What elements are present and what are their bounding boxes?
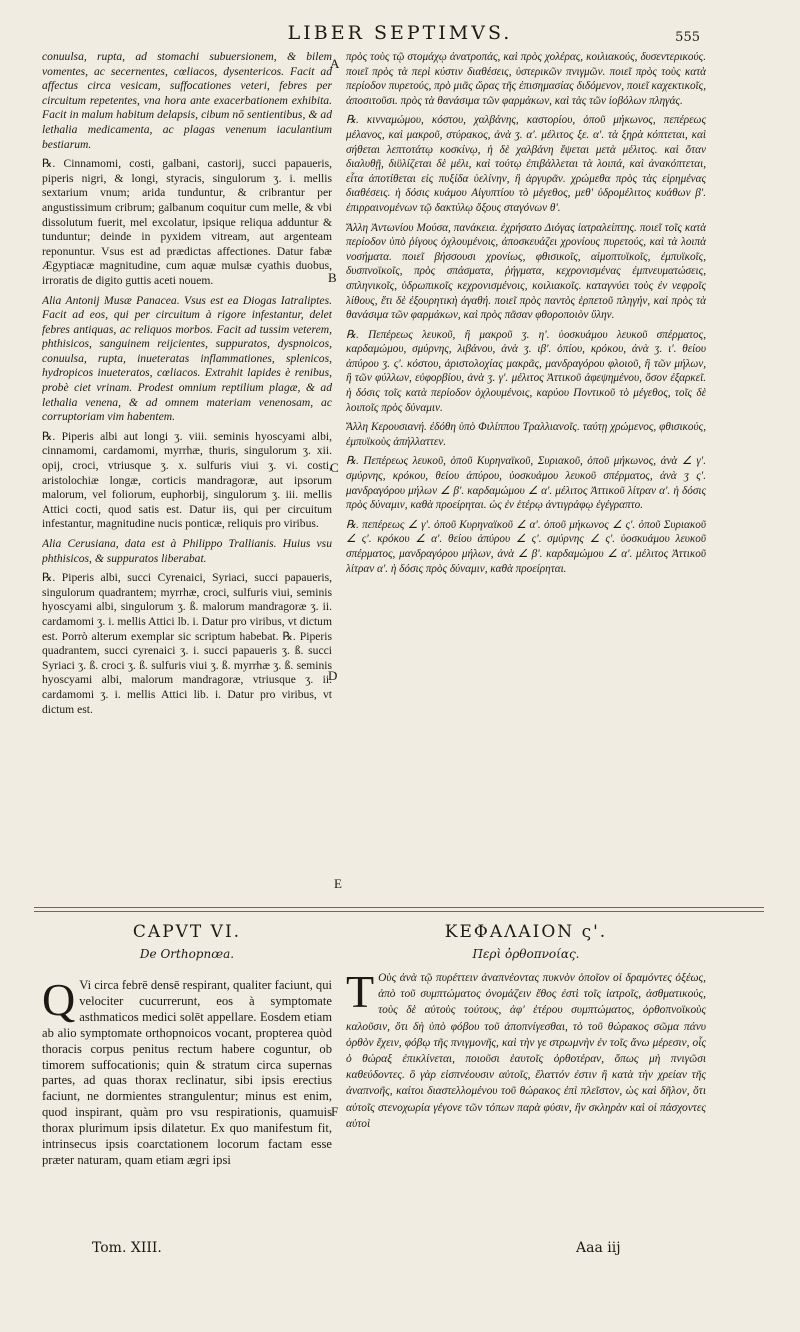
latin-paragraph: conuulsa, rupta, ad stomachi subuersionem, & bilem vomentes, ac secernentes, cœliacos, dysentericos. Facit ad affectus circa vesicam, suffocationes veteri, febres per circuitum repetentes, vna hora ante exacerbationem exhibita. Facit in malum habitum delapsis, cibum nō sentientibus, & ad lethalia medicamenta, ac plagas venenum iaculantium bestiarum. bbox=[42, 50, 332, 151]
chapter-text: Οὺς ἀνὰ τῷ πυρέττειν ἀναπνέοντας πυκνὸν ὁποῖον οἱ δραμόντες ὀξέως, ἀπὸ τοῦ συμπτώματος ὀνομάζειν ἔθος ἐστὶ τοῖς ἰατροῖς, ἀσθματικούς, τοὺς δὲ αὐτοὺς τούτους, ἀφ' ἑτέρου συμπτώματος, ὀρθοπνοϊκοὺς καλοῦσιν, ὅτι δὴ ὑπὸ φόβου τοῦ ἀποπνίγεσθαι, τὸ τοῦ θώρακος σῶμα πάνυ ὀρθὸν ἔχειν, φόβῳ τῆς πνιγμονῆς, καὶ τὴν γε στρωμνὴν ἐν τοῖς ἄνω μέρεσιν, οἷς ὁ θώραξ ἐπικλίνεται, ποιοῦσι ἑαυτοῖς ὀρθοτέραν, ὅπως μὴ πνιγῶσι καθεύδοντες. ὃ γὰρ εἰσπνέουσιν αὐτοῖς, ἔλαττόν ἐστιν ἢ κατὰ τὴν χρείαν τῆς ἀναπνοῆς, καίτοι διαστελλομένου τοῦ θώρακος ἐπὶ πλεῖστον, ὡς καὶ δῆλον, ὅτι αὐτοῖς στενοχωρία γέγονε τῶν τόπων παρὰ φύσιν, ἣν σκληρὰν καὶ οἱ πάσχοντες αὐτοὶ bbox=[346, 972, 706, 1130]
drop-cap: Q bbox=[42, 978, 76, 1025]
greek-column bbox=[346, 50, 706, 900]
latin-column bbox=[42, 50, 332, 900]
section-rule bbox=[34, 911, 764, 912]
page-number: 555 bbox=[675, 30, 700, 45]
signature-mark: Aaa iij bbox=[576, 1240, 621, 1256]
margin-letter-f: F bbox=[331, 1104, 339, 1119]
margin-letter-b: B bbox=[328, 270, 337, 285]
chapter-title: ΚΕΦΑΛΑΙΟΝ ς'. bbox=[444, 922, 608, 942]
greek-paragraph: ℞. πεπέρεως ∠ γ'. ὀποῦ Κυρηναϊκοῦ ∠ α'. ὀποῦ μήκωνος ∠ ς'. ὀποῦ Συριακοῦ ∠ ς'. κρόκου ∠ α'. θείου ἀπύρου ∠ ς'. σμύρνης ∠ ς'. ὑοσκυάμου λευκοῦ σπέρματος, μανδραγόρου μήλων, ἀνὰ ∠ β'. καρδαμώμου ∠ α'. μέλιτος Ἀττικοῦ λίτραν α'. ἡ δόσις πρὸς δύναμιν, καθὰ προείρηται. bbox=[346, 518, 706, 575]
latin-paragraph: ℞. Cinnamomi, costi, galbani, castorij, succi papaueris, piperis nigri, & longi, styracis, singulorum ʒ. i. mellis sextarium vnum; arida tunduntur, & cribrantur per angustissimum cribrum; galbanum coquitur cum melle, & vbi dissolutum fuerit, mel excolatur, ipsique reliqua adduntur & tunduntur; deinde in pyxidem vitream, aut argenteam reponuntur. Vsus est ad prædictas affectiones. Datur fabæ Ægyptiacæ magnitudine, cum aquæ mulsæ cyathis duobus, irroratis de digito guttis aceti nouem. bbox=[42, 157, 332, 287]
margin-letter-d: D bbox=[328, 668, 338, 683]
drop-cap: Τ bbox=[346, 970, 375, 1017]
latin-paragraph: ℞. Piperis albi, succi Cyrenaici, Syriaci, succi papaueris, singulorum quadrantem; myrrhæ, croci, sulfuris viui, seminis hyoscyami albi, singulorum ʒ. ß. malorum mandragoræ ʒ. ii. cardamomi ʒ. i. mellis Attici lb. i. Datur pro viribus, vt dictum est. Porrò alterum exemplar sic scriptum habebat. ℞. Piperis quadrantem, succi cyrenaici ʒ. i. succi papaueris ʒ. ß. succi Syriaci ʒ. ß. croci ʒ. ß. sulfuris viui ʒ. ß. myrrhæ ʒ. ß. seminis hyoscyami albi, malorum mandragoræ, vtriusque ʒ. ii. cardamomi ʒ. i. mellis Attici lib. i. Datur pro viribus, vt dictum est. bbox=[42, 571, 332, 716]
greek-paragraph: Ἄλλη Κερουσιανή. ἐδόθη ὑπὸ Φιλίππου Τραλλιανοῖς. ταύτῃ χρώμενος, φθισικούς, ἐμπυϊκοὺς ἀπήλλαττεν. bbox=[346, 421, 706, 448]
section-rule bbox=[34, 907, 764, 908]
latin-paragraph: Alia Cerusiana, data est à Philippo Trallianis. Huius vsu phthisicos, & suppuratos liberabat. bbox=[42, 537, 332, 565]
greek-paragraph: πρὸς τοὺς τῷ στομάχῳ ἀνατροπάς, καὶ πρὸς χολέρας, κοιλιακούς, δυσεντερικούς. ποιεῖ πρὸς τὰ περὶ κύστιν διαθέσεις, ὑστερικῶν πνιγμῶν. ποιεῖ πρὸς τοὺς κατὰ περίοδον πυρετούς, πρὸ μιᾶς ὥρας τῆς ἐπισημασίας διδόμενον, ποιεῖ καχεκτικοῖς, ἀποσιτοῦσι. πρὸς τὰ θανάσιμα τῶν φαρμάκων, καὶ τὰς τῶν ἰοβόλων πληγάς. bbox=[346, 51, 706, 107]
margin-letter-c: C bbox=[330, 460, 339, 475]
chapter-body-latin bbox=[42, 978, 332, 1240]
chapter-text: Vi circa febrē densē respirant, qualiter faciunt, qui velociter cucurrerunt, eos à symptomate asthmaticos medici solēt appellare. Eosdem etiam ab alio symptomate orthopnoicos vocant, propterea quòd thoracis corpus penitus rectum habere coguntur, ob timorem suffocationis; quin & stratum circa supernas partes, ad quas thorax reclinatur, sibi ipsis erectius faciunt, ne dormientes strangulentur; minus est enim, quod inspirant, quàm pro vsu respirationis, quamuis thorax plurimum ipsis dilatetur. Ex quo manifestum fit, intrinsecus ipsis coarctationem locorum factam esse præter naturam, quam etiam ægri ipsi bbox=[42, 978, 332, 1167]
chapter-heading-latin bbox=[42, 922, 332, 961]
greek-paragraph: ℞. Πεπέρεως λευκοῦ, ἢ μακροῦ ʒ. η'. ὑοσκυάμου λευκοῦ σπέρματος, καρδαμώμου, σμύρνης, λιβάνου, ἀνὰ ʒ. ιβ'. ὀπίου, κρόκου, ἀνὰ ʒ. ι'. θείου ἀπύρου ʒ. ς'. κόστου, ἀριστολοχίας μακρᾶς, μανδραγόρου φλοιοῦ, ἢ τῶν μήλων, ἢ τῶν φύλλων, εὐφορβίου, ἀνὰ ʒ. γ'. μέλιτος Ἀττικοῦ ἀφεψημένου, ὅσον ἐξαρκεῖ. ἡ δόσις τοῖς κατὰ περίοδον ὀχλουμένοις, καρύου Ποντικοῦ τὸ μέγεθος, τοῖς δὲ λοιποῖς πρὸς δύναμιν. bbox=[346, 328, 706, 414]
chapter-subtitle: Περὶ ὀρθοπνοίας. bbox=[472, 947, 580, 961]
chapter-subtitle: De Orthopnœa. bbox=[139, 947, 235, 961]
chapter-title: CAPVT VI. bbox=[132, 922, 242, 942]
greek-paragraph: Ἄλλη Ἀντωνίου Μούσα, πανάκεια. ἐχρήσατο Διόγας ἰατραλείπτης. ποιεῖ τοῖς κατὰ περίοδον ὑπὸ ῥίγους ὀχλουμένοις, ἀποσκευάζει χρονίους πυρετούς, καὶ τὰ λοιπὰ νοσήματα. ποιεῖ βήσσουσι χρονίως, φθισικοῖς, αἱμοπτυϊκοῖς, ἐμπυϊκοῖς, δυσπνοϊκοῖς, πρὸς σπάσματα, ῥήγματα, κεχρονισμένας ἐμπνευματώσεις, σπληνικοῖς, ὑδρωπικοῖς κεχρονισμένοις, κοιλιακοῖς. καταγνύει τοὺς ἐν νεφροῖς λίθους, ἔτι δὲ ἐξουρητικὴ ἀγαθή. ποιεῖ πρὸς παντὸς ἑρπετοῦ πληγήν, καὶ πρὸς τὰ θανάσιμα τῶν φαρμάκων, καὶ πρὸς πᾶσαν φθοροποιὸν ὕλην. bbox=[346, 221, 706, 322]
latin-paragraph: ℞. Piperis albi aut longi ʒ. viii. seminis hyoscyami albi, cinnamomi, cardamomi, myrrhæ, thuris, singulorum ʒ. xii. opij, croci, vtriusque ʒ. x. sulfuris viui ʒ. vi. costi, aristolochiæ longæ, corticis mandragoræ, aut ipsorum malorum, vel foliorum, euphorbij, singulorum ʒ. iii. mellis Attici cocti, quod satis est. Datur iis, qui per circuitum infestantur, magnitudine nucis ponticæ, reliquis pro viribus. bbox=[42, 429, 332, 531]
chapter-body-greek bbox=[346, 970, 706, 1240]
running-head: LIBER SEPTIMVS. bbox=[287, 22, 513, 44]
chapter-heading-greek bbox=[346, 922, 706, 961]
greek-paragraph: ℞. Πεπέρεως λευκοῦ, ὀποῦ Κυρηναϊκοῦ, Συριακοῦ, ὀποῦ μήκωνος, ἀνὰ ∠ γ'. σμύρνης, κρόκου, θείου ἀπύρου, ὑοσκυάμου λευκοῦ σπέρματος, ἀνὰ ʒ ς'. μανδραγόρου μήλων ∠ β'. καρδαμώμου ∠ α'. μέλιτος Ἀττικοῦ λίτραν α'. ἡ δόσις πρὸς δύναμιν, καθὰ προείρηται. ὡς ἐν ἑτέρῳ ἀντιγράφῳ ἐγέγραπτο. bbox=[346, 455, 706, 512]
greek-paragraph: ℞. κινναμώμου, κόστου, χαλβάνης, καστορίου, ὀποῦ μήκωνος, πεπέρεως μέλανος, καὶ μακροῦ, στύρακος, ἀνὰ ʒ. α'. μέλιτος ξε. α'. τὰ ξηρὰ κόπτεται, καὶ σήθεται λεπτοτάτῳ κοσκίνῳ, ἡ δὲ χαλβάνη ἕψεται μετὰ μέλιτος. καὶ ὅταν διαλυθῇ, διϋλίζεται δὲ μέλι, καὶ τούτῳ ἐπιβάλλεται τὰ λοιπά, καὶ ἀνακόπτεται, εἶτα ἀποτίθεται εἰς πυξίδα ὑελίνην, ἢ ἀργυρᾶν. χρώμεθα πρὸς τὰς εἰρημένας διαθέσεις. ἡ δόσις κυάμου Αἰγυπτίου τὸ μέγεθος, μεθ' ὑδρομέλιτος κυάθων β'. ἐπιρραινομένων τῷ δακτύλῳ ὄξους σταγόνων θ'. bbox=[346, 114, 706, 214]
volume-label: Tom. XIII. bbox=[92, 1240, 162, 1256]
margin-letter-e: E bbox=[334, 876, 342, 891]
latin-paragraph: Alia Antonij Musæ Panacea. Vsus est ea Diogas Iatraliptes. Facit ad eos, qui per circuitum à rigore infestantur, delet febres antiquas, ac reliquos morbos. Facit ad tussim veterem, phthisicos, sanguinem reijcientes, suppuratos, dyspnoicos, conuulsa, rupta, inueteratas inflammationes, splenicos, hydropicos inueteratos, cœliacos. Extrahit lapides è renibus, probè ciet vrinam. Prodest omnium reptilium plagæ, & ad lethalia venena, & ad omnem materiam venenosam, ac corruptoriam vim habentem. bbox=[42, 293, 332, 424]
margin-letter-a: A bbox=[330, 56, 340, 71]
